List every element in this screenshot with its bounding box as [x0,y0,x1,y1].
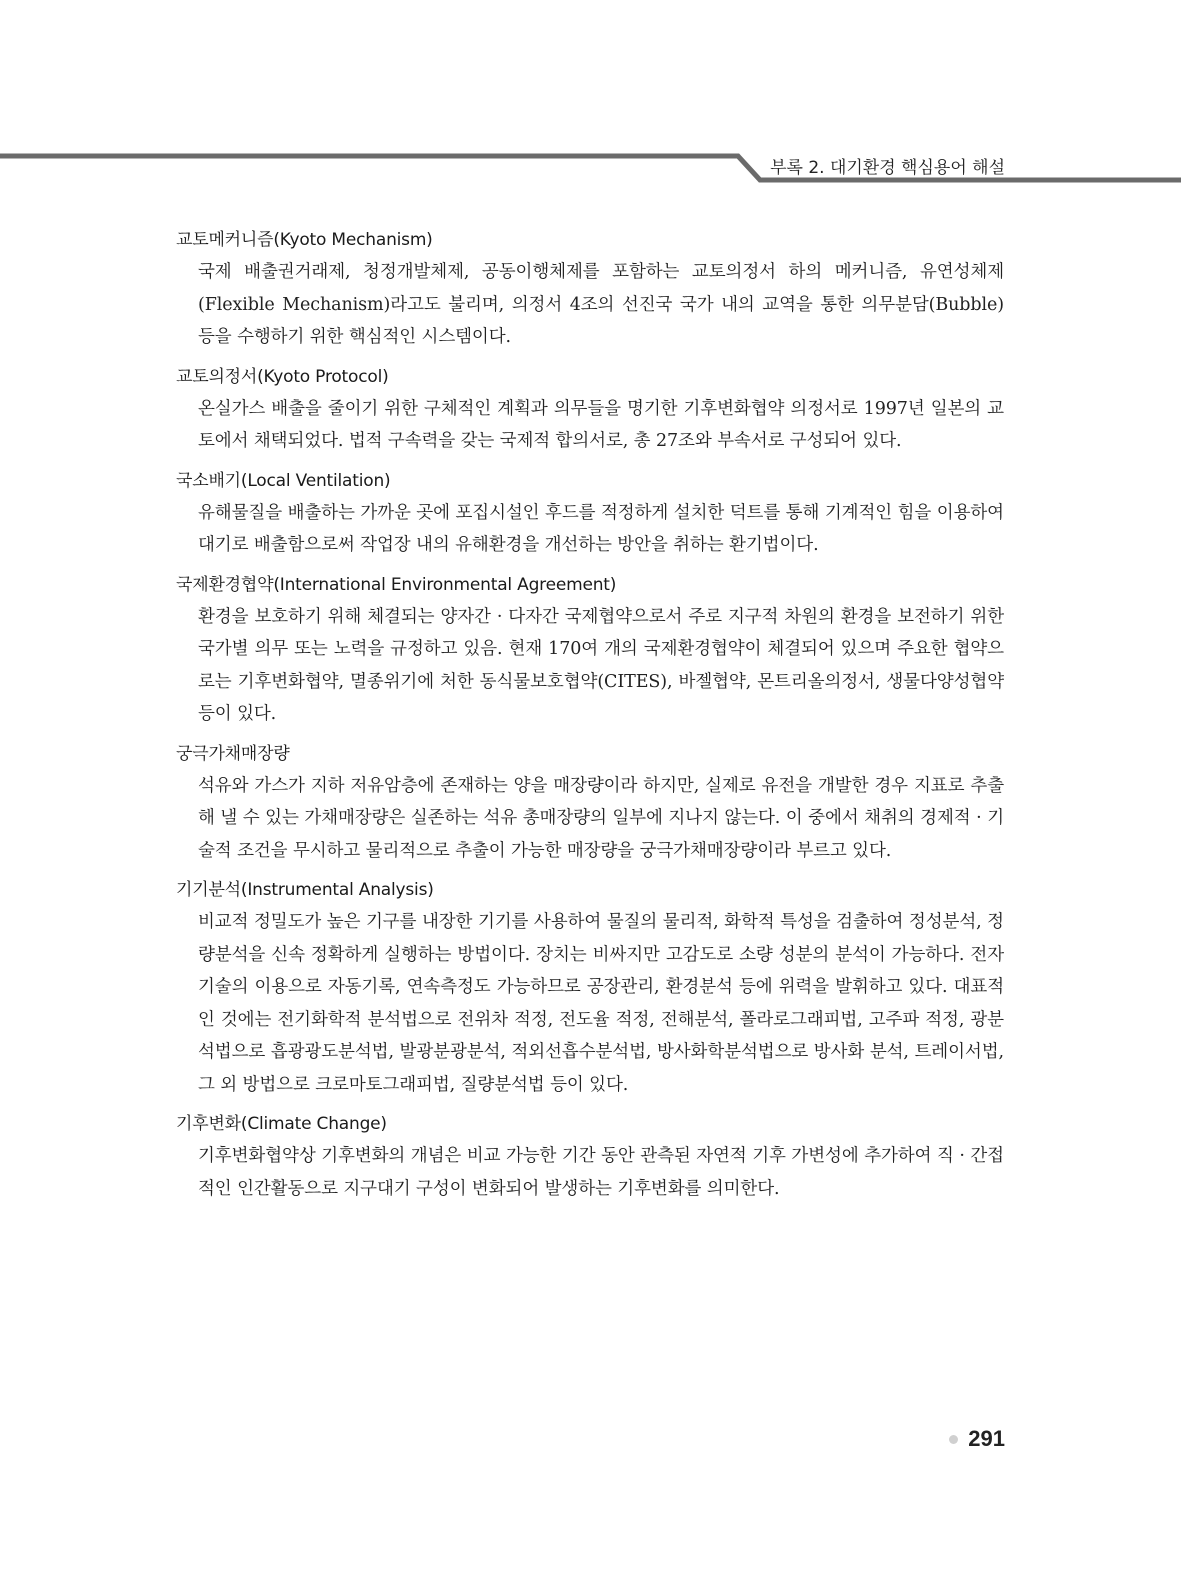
entry-term: 국소배기(Local Ventilation) [176,470,391,491]
entry-term: 기후변화(Climate Change) [176,1114,387,1134]
entry-definition: 온실가스 배출을 줄이기 위한 구체적인 계획과 의무들을 명기한 기후변화협약 의정서로 1997년 일본의 교토에서 채택되었다. 법적 구속력을 갖는 국제적 합의서로, 총 27조와 부속서로 구성되어 있다. [198,398,1004,451]
entry-definition: 국제 배출권거래제, 청정개발체제, 공동이행체제를 포함하는 교토의정서 하의 메커니즘, 유연성체제(Flexible Mechanism)라고도 불리며, 의정서 4조의 선진국 국가 내의 교역을 통한 의무분담(Bubble) 등을 수행하기 위한 핵심적인 시스템이다. [198,262,1004,347]
glossary-entry [176,740,1004,868]
bullet-dot-icon [949,1435,958,1444]
glossary-content [176,226,1004,1214]
glossary-entry [176,226,1004,354]
glossary-entry [176,363,1004,458]
entry-definition: 환경을 보호하기 위해 체결되는 양자간 · 다자간 국제협약으로서 주로 지구적 차원의 환경을 보전하기 위한 국가별 의무 또는 노력을 규정하고 있음. 현재 170여 개의 국제환경협약이 체결되어 있으며 주요한 협약으로는 기후변화협약, 멸종위기에 처한 동식물보호협약(CITES), 바젤협약, 몬트리올의정서, 생물다양성협약 등이 있다. [198,606,1004,724]
page-number: 291 [968,1426,1005,1451]
glossary-entry [176,467,1004,562]
entry-term: 교토의정서(Kyoto Protocol) [176,366,389,387]
page-footer [949,1426,1005,1452]
entry-definition: 기후변화협약상 기후변화의 개념은 비교 가능한 기간 동안 관측된 자연적 기후 가변성에 추가하여 직 · 간접적인 인간활동으로 지구대기 구성이 변화되어 발생하는 기후변화를 의미한다. [198,1146,1004,1199]
entry-definition: 유해물질을 배출하는 가까운 곳에 포집시설인 후드를 적정하게 설치한 덕트를 통해 기계적인 힘을 이용하여 대기로 배출함으로써 작업장 내의 유해환경을 개선하는 방안을 취하는 환기법이다. [198,502,1004,555]
entry-term: 교토메커니즘(Kyoto Mechanism) [176,230,433,250]
running-head: 부록 2. 대기환경 핵심용어 해설 [770,158,1005,178]
glossary-entry [176,1110,1004,1205]
glossary-entry [176,876,1004,1101]
entry-term: 궁극가채매장량 [176,743,290,764]
glossary-entry [176,571,1004,731]
entry-definition: 석유와 가스가 지하 저유암층에 존재하는 양을 매장량이라 하지만, 실제로 유전을 개발한 경우 지표로 추출해 낼 수 있는 가채매장량은 실존하는 석유 총매장량의 일부에 지나지 않는다. 이 중에서 채취의 경제적 · 기술적 조건을 무시하고 물리적으로 추출이 가능한 매장량을 궁극가채매장량이라 부르고 있다. [198,775,1004,861]
entry-definition: 비교적 정밀도가 높은 기구를 내장한 기기를 사용하여 물질의 물리적, 화학적 특성을 검출하여 정성분석, 정량분석을 신속 정확하게 실행하는 방법이다. 장치는 비싸지만 고감도로 소량 성분의 분석이 가능하다. 전자기술의 이용으로 자동기록, 연속측정도 가능하므로 공장관리, 환경분석 등에 위력을 발휘하고 있다. 대표적인 것에는 전기화학적 분석법으로 전위차 적정, 전도율 적정, 전해분석, 폴라로그래피법, 고주파 적정, 광분석법으로 흡광광도분석법, 발광분광분석, 적외선흡수분석법, 방사화학분석법으로 방사화 분석, 트레이서법, 그 외 방법으로 크로마토그래피법, 질량분석법 등이 있다. [198,912,1004,1095]
entry-term: 국제환경협약(International Environmental Agreement) [176,574,617,595]
entry-term: 기기분석(Instrumental Analysis) [176,880,434,900]
